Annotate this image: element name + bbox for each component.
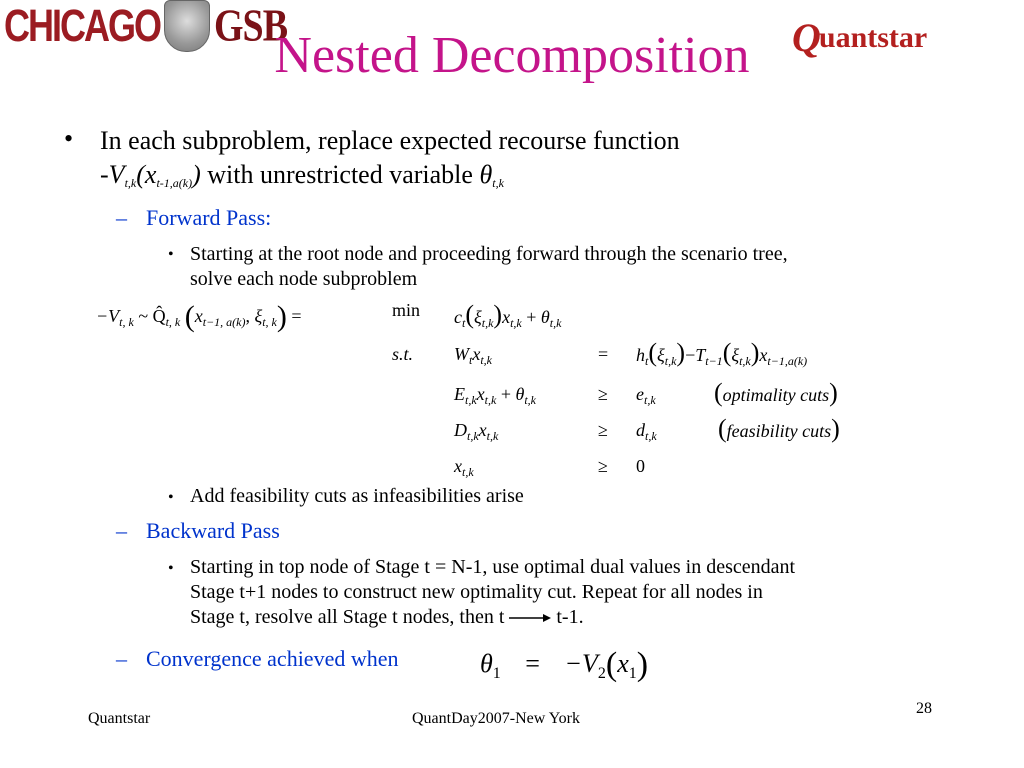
slide-title: Nested Decomposition [274, 27, 750, 84]
constraint-row-3-op: ≥ [598, 420, 608, 440]
formula-min: min [392, 300, 421, 320]
formula-arg-subscript: t−1, a(k) [202, 315, 246, 329]
value-function-symbol: V [108, 160, 125, 189]
footer-center: QuantDay2007-New York [412, 710, 580, 727]
constraint-row-2-lhs: $E_{t,k}x_{t,k} + \theta_{t,k}$ [454, 384, 537, 407]
formula-q-subscript: t, k [165, 315, 181, 329]
convergence-equals: = [525, 649, 540, 678]
main-bullet-connector: with unrestricted variable [200, 160, 480, 189]
objective-cost-symbol: c [454, 307, 462, 327]
constraint-row-3-rhs [636, 420, 657, 444]
e-subscript: t,k [465, 393, 477, 407]
constraint-row-3-note [718, 414, 840, 444]
paren-icon: ( [722, 338, 732, 367]
formula-objective: $c_t(\xi_{t,k})x_{t,k} + \theta_{t,k}$ [454, 300, 562, 330]
backward-pass-line2: Stage t+1 nodes to construct new optimality cut. Repeat for all nodes in [190, 581, 763, 603]
quantstar-wordmark: uantstar [818, 20, 928, 54]
e-rhs-symbol: e [636, 384, 644, 404]
optimality-cuts-label: optimality cuts [722, 385, 830, 405]
bullet-icon: • [168, 560, 174, 577]
backward-pass-line3-end: t-1. [556, 606, 584, 628]
x-subscript: t,k [484, 393, 497, 407]
constraint-row-2-note [714, 378, 838, 408]
convergence-label: Convergence achieved when [146, 646, 399, 671]
value-function-subscript: 2 [597, 665, 606, 682]
h-subscript: t [645, 354, 649, 368]
value-function-symbol: −V [564, 649, 598, 678]
backward-pass-line3 [190, 605, 990, 630]
backward-pass-text [190, 555, 990, 630]
d-rhs-subscript: t,k [645, 429, 657, 443]
xi-symbol: ξ [657, 345, 665, 365]
formula-lhs: $-V_{t, k}$ ~ $Q̂_{t, k}$ ($x_{t-1, a(k)}$, $\xi_{t, k}$) = [96, 300, 302, 333]
main-bullet-line2 [100, 158, 980, 200]
forward-pass-label: Forward Pass: [146, 205, 272, 230]
constraint-row-1-lhs [454, 344, 492, 368]
x-subscript: t−1,a(k) [767, 354, 808, 368]
t-matrix-symbol: T [695, 345, 706, 365]
bullet-icon: • [168, 489, 174, 506]
backward-pass-line3-start: Stage t, resolve all Stage t nodes, then t [190, 606, 505, 628]
d-subscript: t,k [467, 429, 479, 443]
xi-symbol: ξ [474, 307, 482, 327]
x-symbol: x [476, 384, 485, 404]
main-bullet-text [100, 124, 980, 200]
xi-subscript: t,k [481, 316, 494, 330]
theta-subscript: t,k [524, 393, 537, 407]
backward-pass-line1: Starting in top node of Stage t = N-1, use optimal dual values in descendant [190, 556, 796, 578]
minus-sign: - [100, 160, 109, 189]
w-subscript: t [469, 353, 473, 367]
paren-icon: ( [718, 414, 727, 443]
main-bullet-line1: In each subproblem, replace expected recourse function [100, 126, 680, 155]
theta-subscript: 1 [492, 665, 501, 682]
quantstar-q-icon: Q [792, 15, 821, 60]
x-symbol: x [759, 345, 768, 365]
paren-icon: ( [648, 338, 658, 367]
right-arrow-icon [509, 612, 551, 624]
d-rhs-symbol: d [636, 420, 645, 440]
constraint-row-2-rhs [636, 384, 656, 408]
argument-subscript: t-1,a(k) [156, 176, 193, 190]
paren-icon: ( [605, 646, 618, 683]
forward-pass-line2: solve each node subproblem [190, 268, 418, 290]
paren-icon: ) [676, 338, 686, 367]
theta-symbol: θ [515, 384, 525, 404]
argument-symbol: x [617, 649, 629, 678]
formula-st: s.t. [392, 344, 414, 364]
formula-arg-symbol: x [194, 306, 203, 326]
theta-symbol: θ [540, 307, 550, 327]
backward-pass-label: Backward Pass [146, 518, 280, 543]
x-subscript: t,k [480, 353, 493, 367]
paren-icon: ) [750, 338, 760, 367]
value-function-subscript: t,k [124, 176, 137, 190]
x-symbol: x [472, 344, 481, 364]
x-symbol: x [454, 456, 462, 476]
x-symbol: x [502, 307, 511, 327]
xi-symbol: ξ [731, 345, 740, 365]
paren-icon: ( [714, 378, 723, 407]
dash-icon: – [116, 646, 127, 671]
constraint-row-4-rhs: 0 [636, 456, 645, 476]
forward-pass-text [190, 242, 980, 292]
x-subscript: t,k [462, 465, 474, 479]
bullet-icon: • [168, 246, 174, 263]
objective-cost-subscript: t [462, 316, 466, 330]
w-symbol: W [454, 344, 469, 364]
t-matrix-subscript: t−1 [705, 354, 723, 368]
formula-equals: = [291, 306, 302, 326]
x-symbol: x [478, 420, 487, 440]
constraint-row-2-op: ≥ [598, 384, 608, 404]
formula-tilde: ~ [138, 306, 149, 326]
formula-q-hat: Q̂ [152, 306, 166, 326]
gsb-wordmark: GSB [214, 0, 288, 52]
paren-icon: ) [831, 414, 840, 443]
formula-xi-subscript: t, k [262, 315, 277, 329]
x-subscript: t,k [486, 429, 499, 443]
xi-subscript: t,k [664, 354, 677, 368]
theta-symbol: θ [480, 649, 493, 678]
argument-subscript: 1 [628, 665, 637, 682]
chicago-wordmark: CHICAGO [4, 0, 160, 51]
e-symbol: E [454, 384, 465, 404]
paren-icon: ( [465, 300, 475, 329]
paren-icon: ) [636, 646, 649, 683]
argument-symbol: (x [136, 160, 157, 189]
xi-subscript: t,k [739, 354, 751, 368]
x-subscript: t,k [510, 316, 522, 330]
formula-lhs-subscript: t, k [119, 315, 134, 329]
d-symbol: D [454, 420, 467, 440]
constraint-row-1-op: = [598, 344, 609, 364]
theta-subscript: t,k [492, 176, 504, 190]
theta-subscript: t,k [549, 316, 562, 330]
paren-icon: ) [276, 300, 287, 333]
paren-icon: ) [829, 378, 838, 407]
constraint-row-4-op: ≥ [598, 456, 608, 476]
page-number: 28 [916, 700, 932, 717]
constraint-row-3-lhs [454, 420, 498, 444]
formula-lhs-symbol: −V [96, 306, 120, 326]
constraint-row-1-rhs: $h_t(\xi_{t,k})-T_{t-1}(\xi_{t,k})x_{t-1,a(k)}$ [636, 338, 808, 368]
theta-symbol: θ [479, 160, 493, 189]
argument-close: ) [192, 160, 201, 189]
e-rhs-subscript: t,k [644, 393, 656, 407]
constraint-row-4-lhs [454, 456, 474, 480]
formula-xi-symbol: ξ [254, 306, 263, 326]
convergence-formula [480, 646, 648, 684]
paren-icon: ) [493, 300, 503, 329]
dash-icon: – [116, 518, 127, 543]
paren-icon: ( [184, 300, 195, 333]
dash-icon: – [116, 205, 127, 230]
feasibility-cuts-text: Add feasibility cuts as infeasibilities arise [190, 485, 524, 507]
bullet-icon: • [64, 124, 74, 153]
forward-pass-line1: Starting at the root node and proceeding forward through the scenario tree, [190, 243, 788, 265]
feasibility-cuts-label: feasibility cuts [726, 421, 832, 441]
footer-left: Quantstar [88, 710, 151, 727]
h-symbol: h [636, 345, 645, 365]
